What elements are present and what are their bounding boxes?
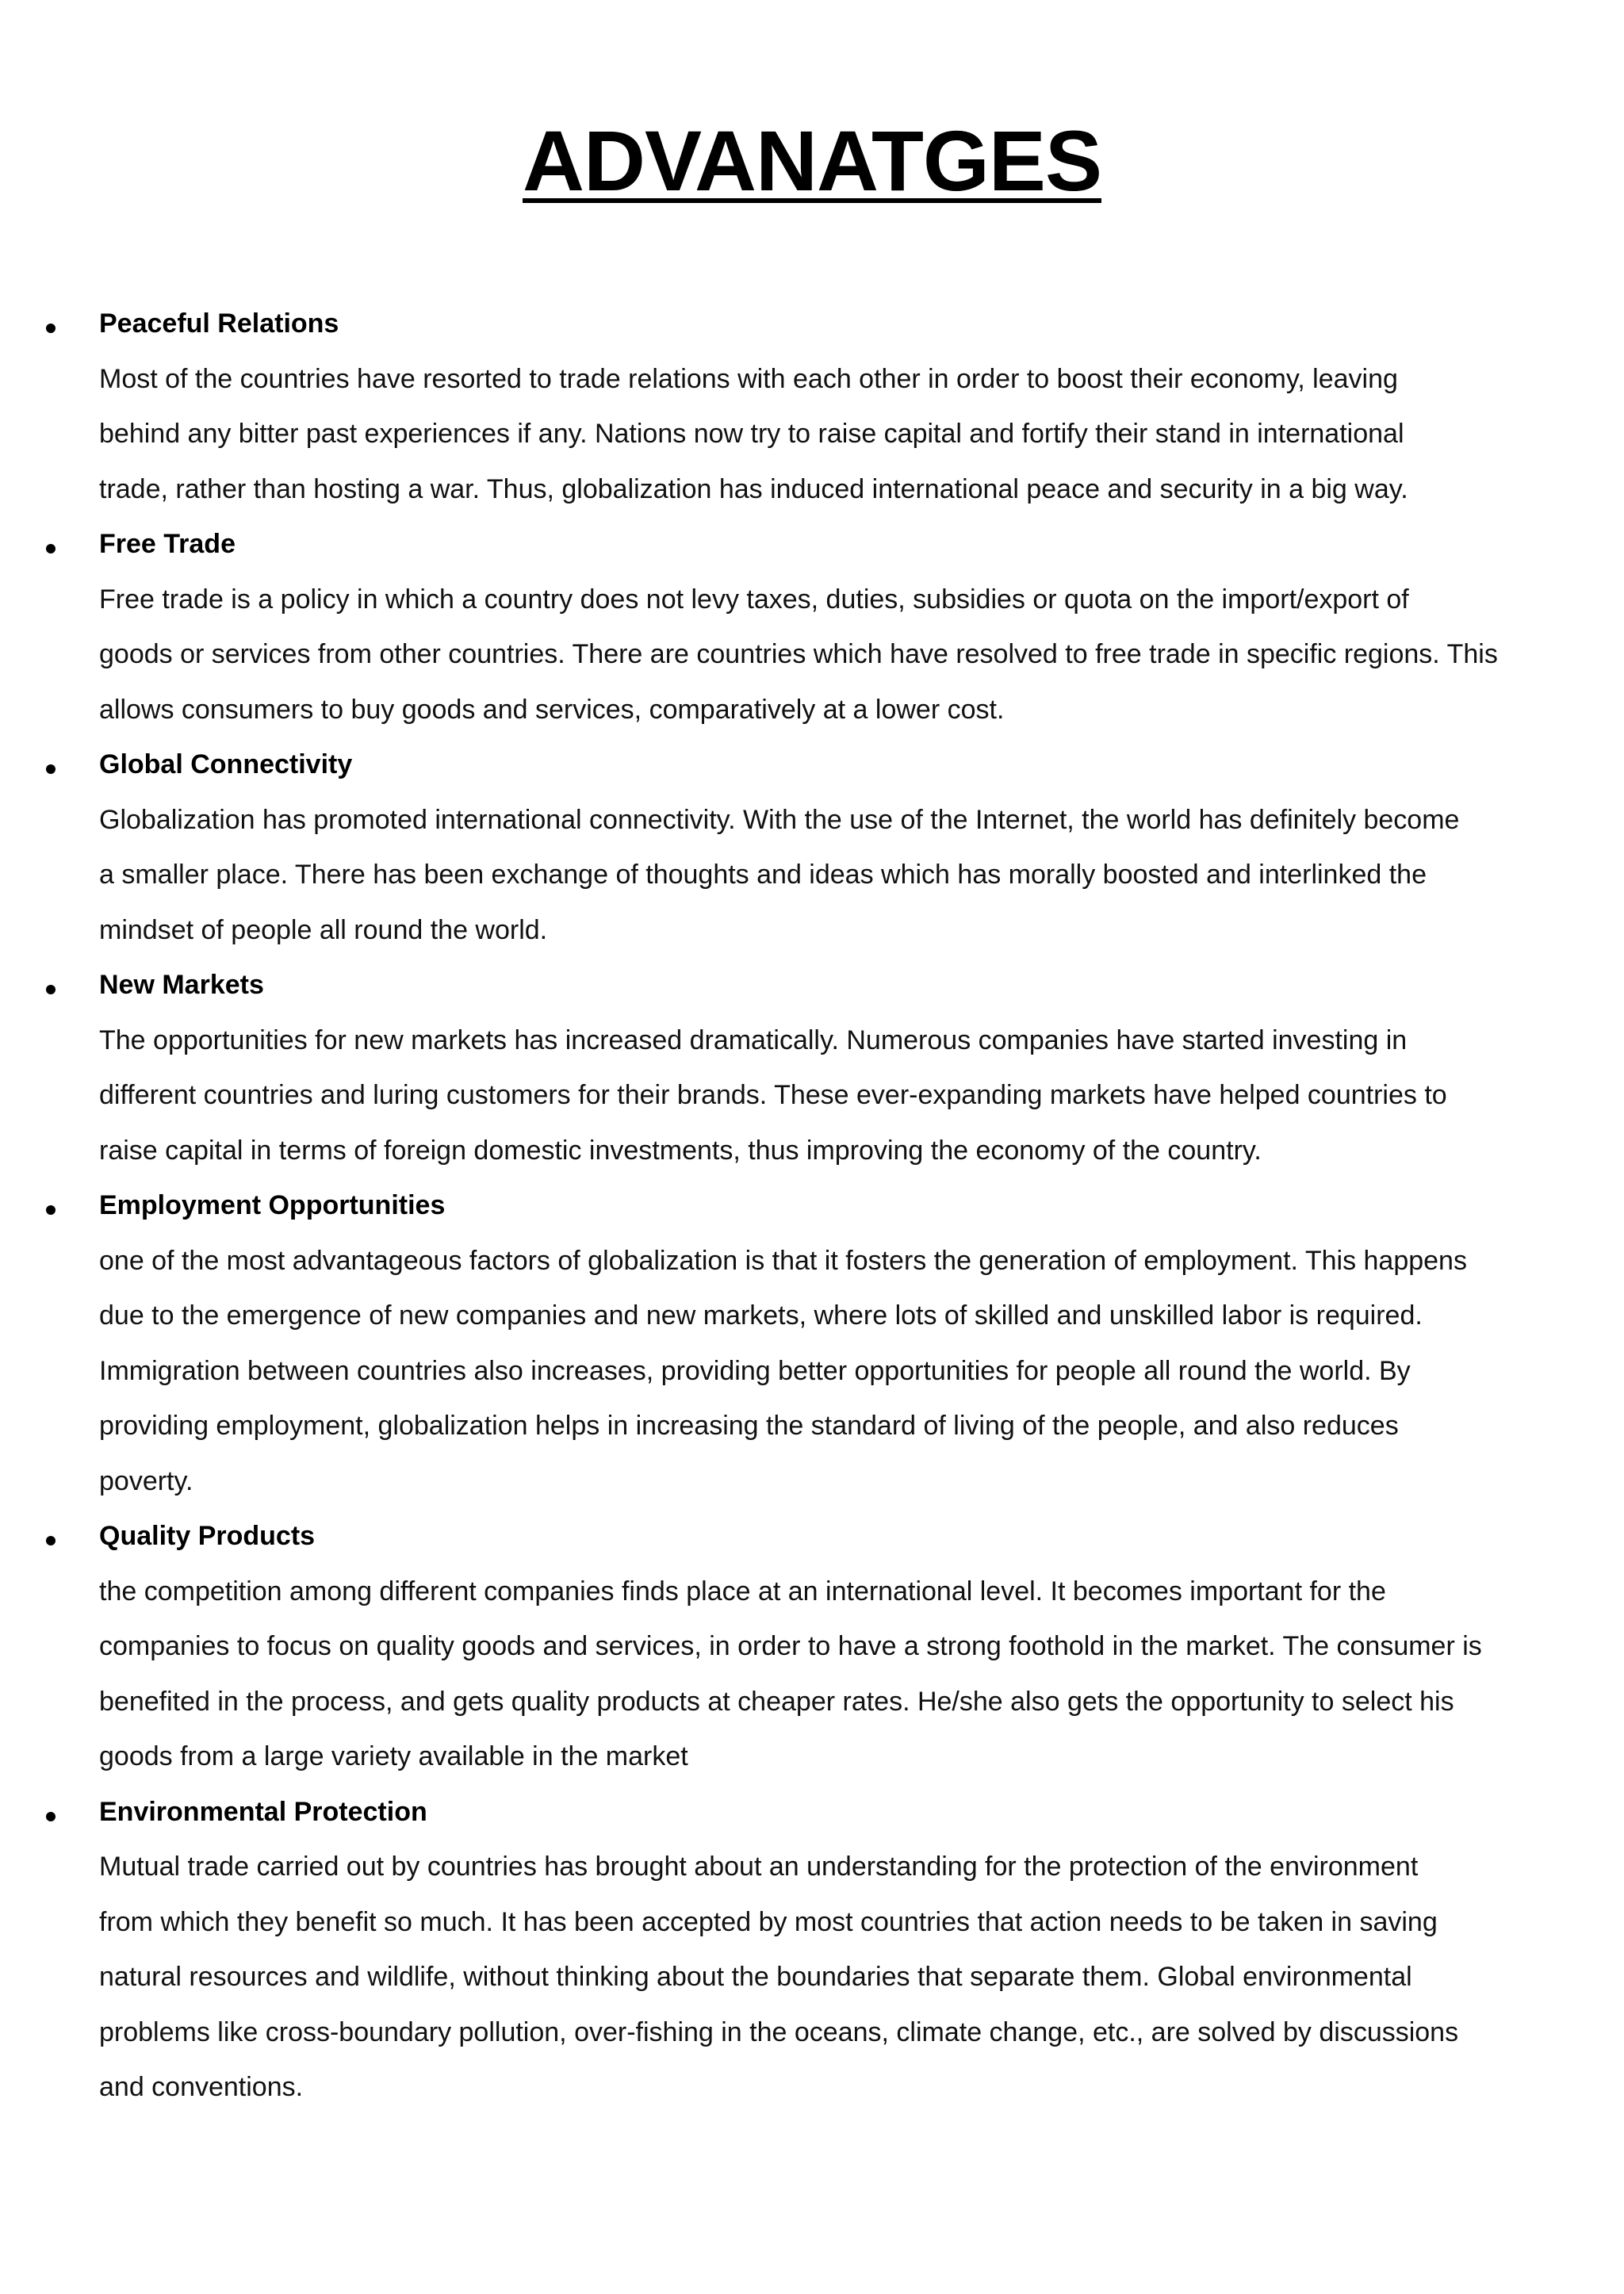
bullet-dot-icon — [46, 1205, 56, 1215]
item-body-line: problems like cross-boundary pollution, over-fishing in the oceans, climate change, etc., are solved by discussions — [99, 2016, 1459, 2047]
item-body-line: behind any bitter past experiences if any. Nations now try to raise capital and fortify their stand in international — [99, 419, 1404, 449]
item-body-line: natural resources and wildlife, without thinking about the boundaries that separate them. Global environmental — [99, 1962, 1412, 1992]
bullet-dot-icon — [46, 544, 56, 553]
item-body-line: goods from a large variety available in the market — [99, 1741, 688, 1771]
item-body-line: Mutual trade carried out by countries has brought about an understanding for the protection of the environment — [99, 1852, 1419, 1882]
bullet-dot-icon — [46, 1812, 56, 1821]
item-body-line: Immigration between countries also increases, providing better opportunities for people all round the world. By — [99, 1355, 1411, 1386]
item-body-line: Globalization has promoted international connectivity. With the use of the Internet, the world has definitely become — [99, 804, 1460, 835]
list-item — [0, 958, 1624, 1178]
item-heading: Global Connectivity — [99, 749, 353, 779]
page-title: ADVANATGES — [522, 113, 1102, 209]
item-body-line: due to the emergence of new companies and new markets, where lots of skilled and unskilled labor is required. — [99, 1300, 1423, 1331]
item-body-line: goods or services from other countries. There are countries which have resolved to free trade in specific regions. This — [99, 639, 1498, 669]
bullet-icon — [44, 297, 57, 352]
item-heading: Quality Products — [99, 1521, 316, 1551]
item-body-line: a smaller place. There has been exchange of thoughts and ideas which has morally boosted and interlinked the — [99, 860, 1427, 890]
item-body-line: different countries and luring customers for their brands. These ever-expanding markets have helped countries to — [99, 1080, 1447, 1110]
item-body-line: The opportunities for new markets has increased dramatically. Numerous companies have started investing in — [99, 1024, 1408, 1055]
advantages-list — [0, 297, 1624, 2116]
item-body-line: Most of the countries have resorted to trade relations with each other in order to boost their economy, leaving — [99, 363, 1398, 394]
list-item — [0, 737, 1624, 958]
item-heading: Employment Opportunities — [99, 1190, 446, 1220]
list-item — [0, 1509, 1624, 1785]
list-item — [0, 1178, 1624, 1509]
item-body-line: trade, rather than hosting a war. Thus, globalization has induced international peace and security in a big way. — [99, 473, 1408, 504]
item-body-line: Free trade is a policy in which a country does not levy taxes, duties, subsidies or quota on the import/export of — [99, 584, 1409, 615]
item-heading: New Markets — [99, 970, 264, 1000]
bullet-icon — [44, 517, 57, 573]
item-body-line: one of the most advantageous factors of globalization is that it fosters the generation of employment. This happens — [99, 1245, 1467, 1276]
bullet-dot-icon — [46, 324, 56, 333]
item-body-line: mindset of people all round the world. — [99, 914, 548, 945]
bullet-dot-icon — [46, 764, 56, 774]
item-body-line: raise capital in terms of foreign domestic investments, thus improving the economy of the country. — [99, 1135, 1262, 1166]
item-body-line: from which they benefit so much. It has been accepted by most countries that action needs to be taken in saving — [99, 1906, 1438, 1937]
item-body-line: providing employment, globalization helps in increasing the standard of living of the people, and also reduces — [99, 1411, 1399, 1441]
item-body-line: benefited in the process, and gets quality products at cheaper rates. He/she also gets the opportunity to select his — [99, 1686, 1454, 1717]
item-heading: Free Trade — [99, 529, 236, 559]
list-item — [0, 517, 1624, 737]
list-item — [0, 297, 1624, 517]
item-heading: Environmental Protection — [99, 1796, 427, 1827]
item-body-line: allows consumers to buy goods and services, comparatively at a lower cost. — [99, 694, 1005, 725]
bullet-icon — [44, 1178, 57, 1234]
bullet-dot-icon — [46, 1536, 56, 1545]
item-body-line: poverty. — [99, 1465, 193, 1496]
item-heading: Peaceful Relations — [99, 308, 339, 339]
bullet-icon — [44, 958, 57, 1013]
list-item — [0, 1785, 1624, 2116]
bullet-icon — [44, 737, 57, 793]
bullet-icon — [44, 1509, 57, 1564]
item-body-line: the competition among different companies finds place at an international level. It becomes important for the — [99, 1576, 1386, 1607]
item-body-line: companies to focus on quality goods and services, in order to have a strong foothold in the market. The consumer is — [99, 1631, 1482, 1661]
bullet-dot-icon — [46, 985, 56, 994]
bullet-icon — [44, 1785, 57, 1840]
item-body-line: and conventions. — [99, 2072, 304, 2102]
